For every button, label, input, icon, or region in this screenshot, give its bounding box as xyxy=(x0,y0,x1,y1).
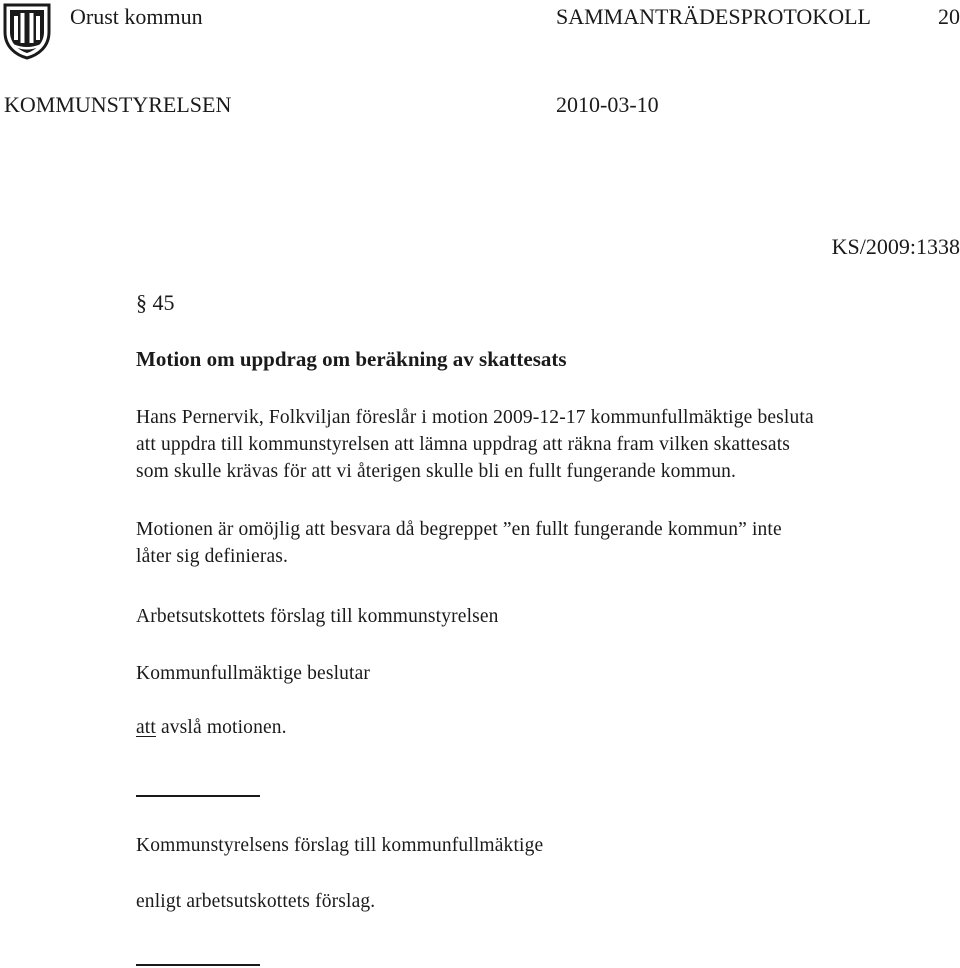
case-number: KS/2009:1338 xyxy=(831,234,960,259)
municipality-name: Orust kommun xyxy=(70,4,203,29)
section-number xyxy=(136,290,175,316)
divider xyxy=(136,795,260,797)
decision-body: avslå motionen. xyxy=(155,717,287,738)
section-symbol: § xyxy=(136,290,147,315)
au-proposal-heading: Arbetsutskottets förslag till kommunstyrelsen xyxy=(136,606,499,627)
text-line: Hans Pernervik, Folkviljan föreslår i motion 2009-12-17 kommunfullmäktige besluta xyxy=(136,407,814,428)
motion-assessment xyxy=(136,516,782,570)
page-number: 20 xyxy=(938,4,960,29)
document-type: SAMMANTRÄDESPROTOKOLL xyxy=(556,4,871,29)
decision-text xyxy=(136,714,287,741)
decision-att: att xyxy=(136,717,156,738)
text-line: som skulle krävas för att vi återigen skulle bli en fullt fungerande kommun. xyxy=(136,461,737,482)
page-title: Motion om uppdrag om beräkning av skattesats xyxy=(136,347,567,371)
kf-decides-text: Kommunfullmäktige beslutar xyxy=(136,663,371,684)
meeting-date: 2010-03-10 xyxy=(556,92,659,117)
coat-of-arms-icon xyxy=(2,2,52,60)
text-line: Motionen är omöjlig att besvara då begreppet ”en fullt fungerande kommun” inte xyxy=(136,519,782,540)
ks-proposal-text: enligt arbetsutskottets förslag. xyxy=(136,891,376,912)
section-number-value: 45 xyxy=(152,290,175,315)
text-line: låter sig definieras. xyxy=(136,546,289,567)
motion-description xyxy=(136,404,814,485)
text-line: att uppdra till kommunstyrelsen att lämna uppdrag att räkna fram vilken skattesats xyxy=(136,434,790,455)
ks-proposal-heading: Kommunstyrelsens förslag till kommunfullmäktige xyxy=(136,835,544,856)
board-name: KOMMUNSTYRELSEN xyxy=(4,92,232,117)
divider xyxy=(136,964,260,966)
